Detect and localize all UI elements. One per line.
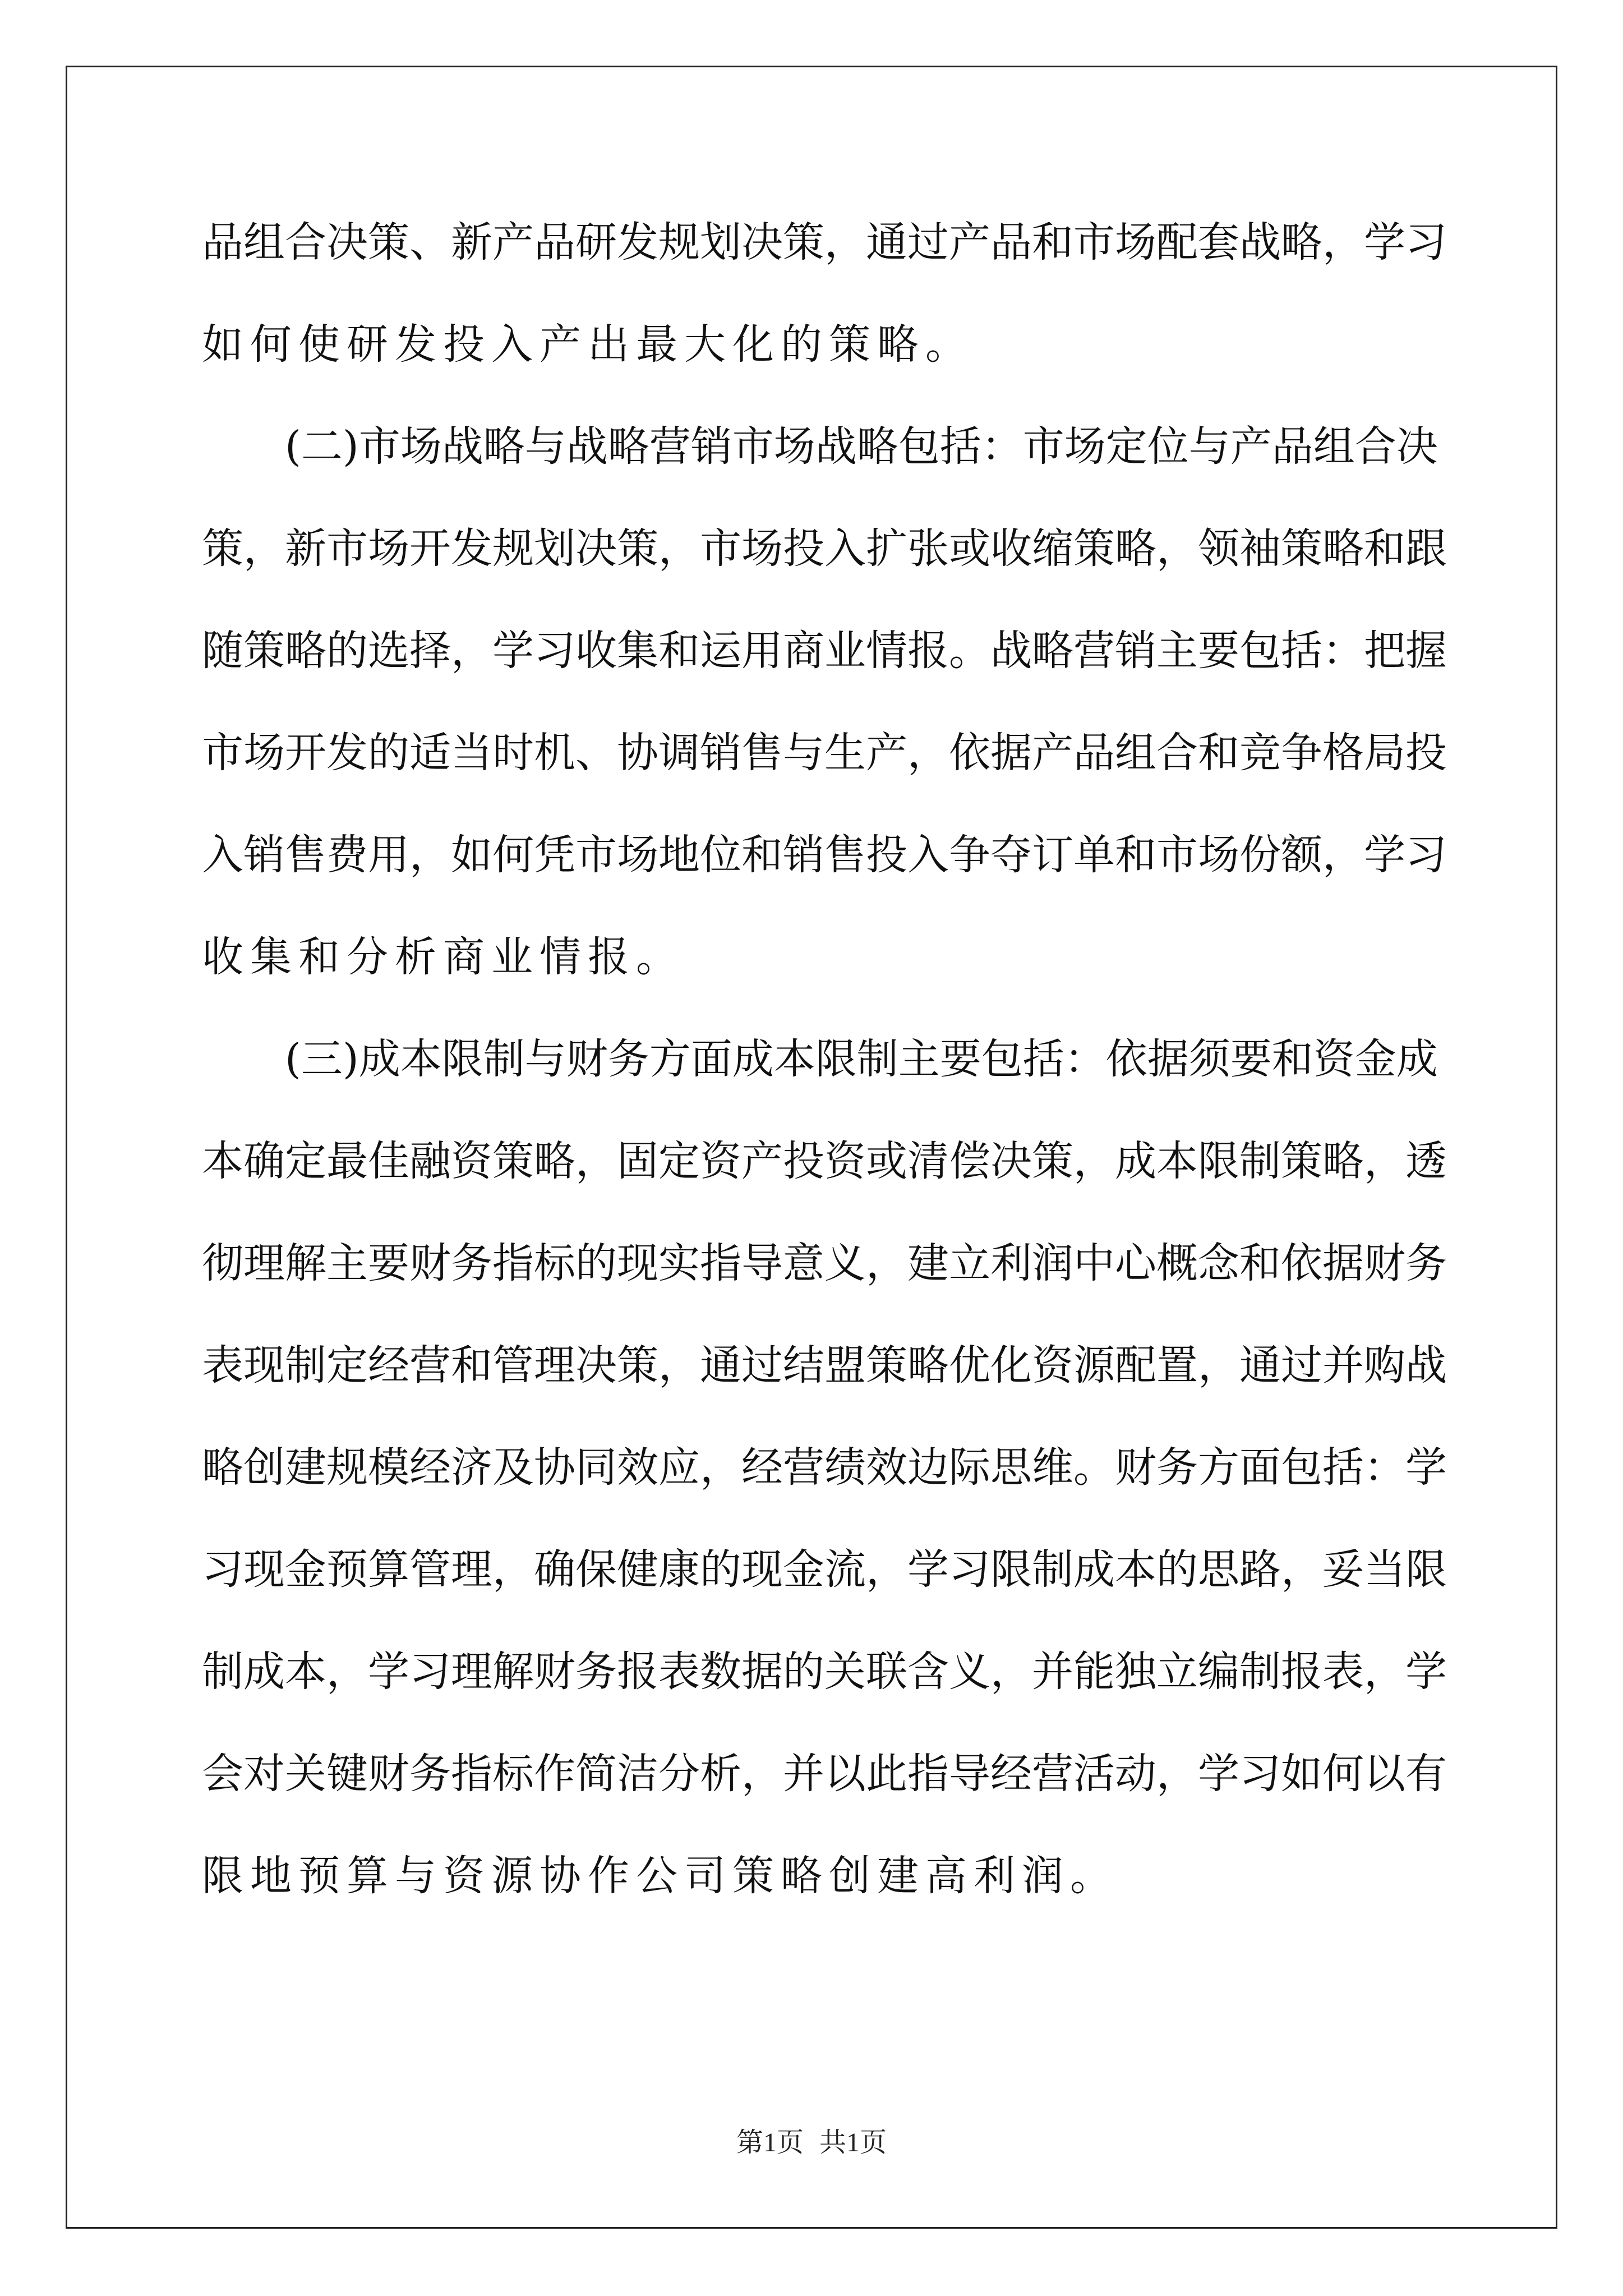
text-line: 策，新市场开发规划决策，市场投入扩张或收缩策略，领袖策略和跟 [202,524,1447,573]
text-line: 品组合决策、新产品研发规划决策，通过产品和市场配套战略，学习 [202,218,1447,266]
text-line: 表现制定经营和管理决策，通过结盟策略优化资源配置，通过并购战 [202,1341,1447,1389]
text-line: 制成本，学习理解财务报表数据的关联含义，并能独立编制报表，学 [202,1648,1447,1696]
document-body [202,218,1447,1957]
text-line: 会对关键财务指标作简洁分析，并以此指导经营活动，学习如何以有 [202,1750,1447,1798]
page-footer [0,2120,1623,2159]
text-line: 市场开发的适当时机、协调销售与生产，依据产品组合和竞争格局投 [202,729,1447,777]
paragraph-start-line: (三)成本限制与财务方面成本限制主要包括：依据须要和资金成 [285,1035,1438,1083]
text-line: 彻理解主要财务指标的现实指导意义，建立利润中心概念和依据财务 [202,1239,1447,1287]
page-number: 第1页 [736,2128,804,2157]
text-line: 如何使研发投入产出最大化的策略。 [202,320,974,369]
text-line: 随策略的选择，学习收集和运用商业情报。战略营销主要包括：把握 [202,627,1447,675]
text-line: 限地预算与资源协作公司策略创建高利润。 [202,1852,1118,1900]
paragraph-start-line: (二)市场战略与战略营销市场战略包括：市场定位与产品组合决 [285,422,1438,471]
text-line: 略创建规模经济及协同效应，经营绩效边际思维。财务方面包括：学 [202,1443,1447,1492]
text-line: 习现金预算管理，确保健康的现金流，学习限制成本的思路，妥当限 [202,1545,1447,1594]
text-line: 入销售费用，如何凭市场地位和销售投入争夺订单和市场份额，学习 [202,831,1447,879]
page-total: 共1页 [819,2128,887,2157]
text-line: 收集和分析商业情报。 [202,933,684,981]
text-line: 本确定最佳融资策略，固定资产投资或清偿决策，成本限制策略，透 [202,1137,1447,1185]
